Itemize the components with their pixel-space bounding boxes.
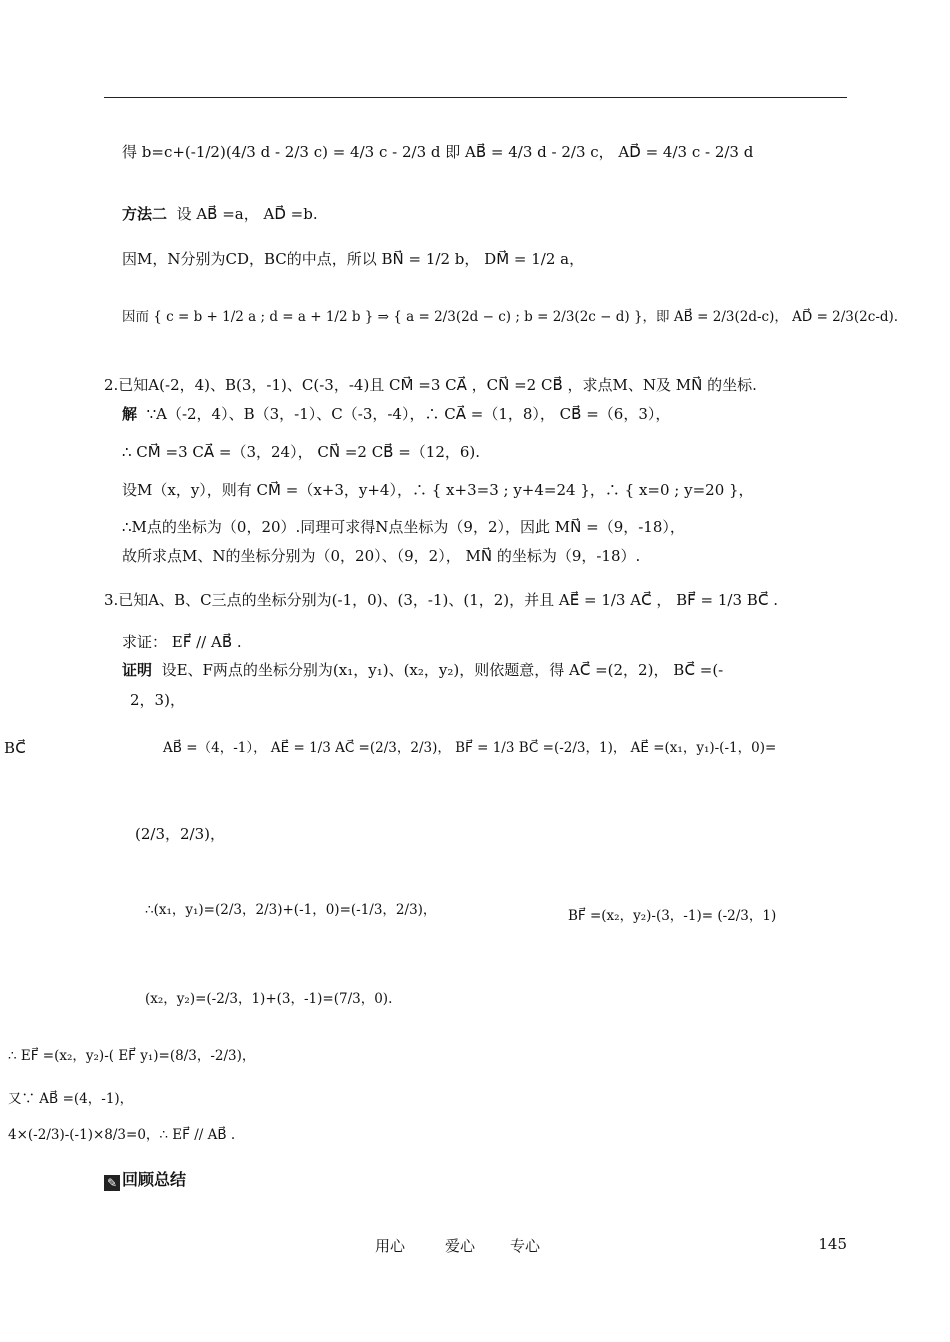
text-line: 因而 { c = b + 1/2 a ; d = a + 1/2 b } ⇒ { a = 2/3(2d − c) ; b = 2/3(2c − d) }，即 AB⃗ = 2/3(2d-c)， AD⃗ = 2/3(2c-d). — [122, 309, 899, 325]
pencil-icon: ✎ — [104, 1175, 120, 1191]
text-line: BF⃗ =(x₂，y₂)-(3，-1)= (-2/3，1) — [568, 908, 777, 924]
text-line: (2/3，2/3)， — [135, 825, 225, 843]
proof-text: 设E、F两点的坐标分别为(x₁，y₁)、(x₂，y₂)，则依题意，得 AC⃗ =(2，2)， BC⃗ =(- — [161, 661, 724, 679]
method-text: 设 AB⃗ =a， AD⃗ =b. — [176, 205, 318, 223]
text-line: ∴ EF⃗ =(x₂，y₂)-( EF⃗ y₁)=(8/3，-2/3)， — [8, 1048, 256, 1064]
text-line: 求证： EF⃗ // AB⃗ . — [122, 633, 242, 651]
problem-3: 3.已知A、B、C三点的坐标分别为(-1，0)、(3，-1)、(1，2)，并且 AE⃗ = 1/3 AC⃗ ， BF⃗ = 1/3 BC⃗ . — [104, 591, 779, 609]
text-line: 4×(-2/3)-(-1)×8/3=0，∴ EF⃗ // AB⃗ . — [8, 1127, 236, 1143]
footer-motto-3: 专心 — [510, 1237, 541, 1255]
solution-label: 解 — [122, 405, 138, 423]
header-rule — [104, 97, 847, 98]
method-label: 方法二 — [122, 205, 168, 223]
stray-vector-label: BC⃗ — [4, 739, 26, 757]
text-line: 设M（x，y），则有 CM⃗ =（x+3，y+4），∴ { x+3=3 ; y+4=24 }，∴ { x=0 ; y=20 }， — [122, 481, 754, 499]
text-line: 得 b=c+(-1/2)(4/3 d - 2/3 c) = 4/3 c - 2/3 d 即 AB⃗ = 4/3 d - 2/3 c， AD⃗ = 4/3 c - 2/3 d — [122, 143, 754, 161]
proof-label: 证明 — [122, 661, 153, 679]
section-title: 回顾总结 — [122, 1170, 187, 1189]
footer-motto-2: 爱心 — [445, 1237, 476, 1255]
solution-text: ∵A（-2，4）、B（3，-1）、C（-3，-4），∴ CA⃗ =（1，8）， CB⃗ =（6，3）， — [146, 405, 671, 423]
page-number: 145 — [818, 1235, 847, 1253]
problem-2: 2.已知A(-2，4)、B(3，-1)、C(-3，-4)且 CM⃗ =3 CA⃗ ，CN⃗ =2 CB⃗ ，求点M、N及 MN⃗ 的坐标. — [104, 376, 757, 394]
text-line: ∴ CM⃗ =3 CA⃗ =（3，24）， CN⃗ =2 CB⃗ =（12，6). — [122, 443, 481, 461]
text-line: 故所求点M、N的坐标分别为（0，20）、（9，2）， MN⃗ 的坐标为（9，-18）. — [122, 547, 641, 565]
text-line — [122, 203, 318, 225]
text-line — [122, 659, 723, 681]
section-heading — [104, 1167, 186, 1191]
text-line — [122, 403, 670, 425]
text-line: (x₂，y₂)=(-2/3，1)+(3，-1)=(7/3，0). — [145, 991, 393, 1007]
text-line: ∴(x₁，y₁)=(2/3，2/3)+(-1，0)=(-1/3，2/3)， — [145, 902, 437, 918]
text-line: 2，3)， — [130, 691, 185, 709]
footer-motto-1: 用心 — [375, 1237, 406, 1255]
text-line: 因M，N分别为CD，BC的中点，所以 BN⃗ = 1/2 b， DM⃗ = 1/2 a， — [122, 250, 585, 268]
text-line: ∴M点的坐标为（0，20）.同理可求得N点坐标为（9，2），因此 MN⃗ =（9，-18）， — [122, 518, 685, 536]
text-line: 又∵ AB⃗ =(4，-1)， — [8, 1091, 134, 1107]
text-line: AB⃗ =（4，-1）， AE⃗ = 1/3 AC⃗ =(2/3，2/3)， BF⃗ = 1/3 BC⃗ =(-2/3，1)， AE⃗ =(x₁，y₁)-(-1，0)= — [163, 740, 777, 756]
